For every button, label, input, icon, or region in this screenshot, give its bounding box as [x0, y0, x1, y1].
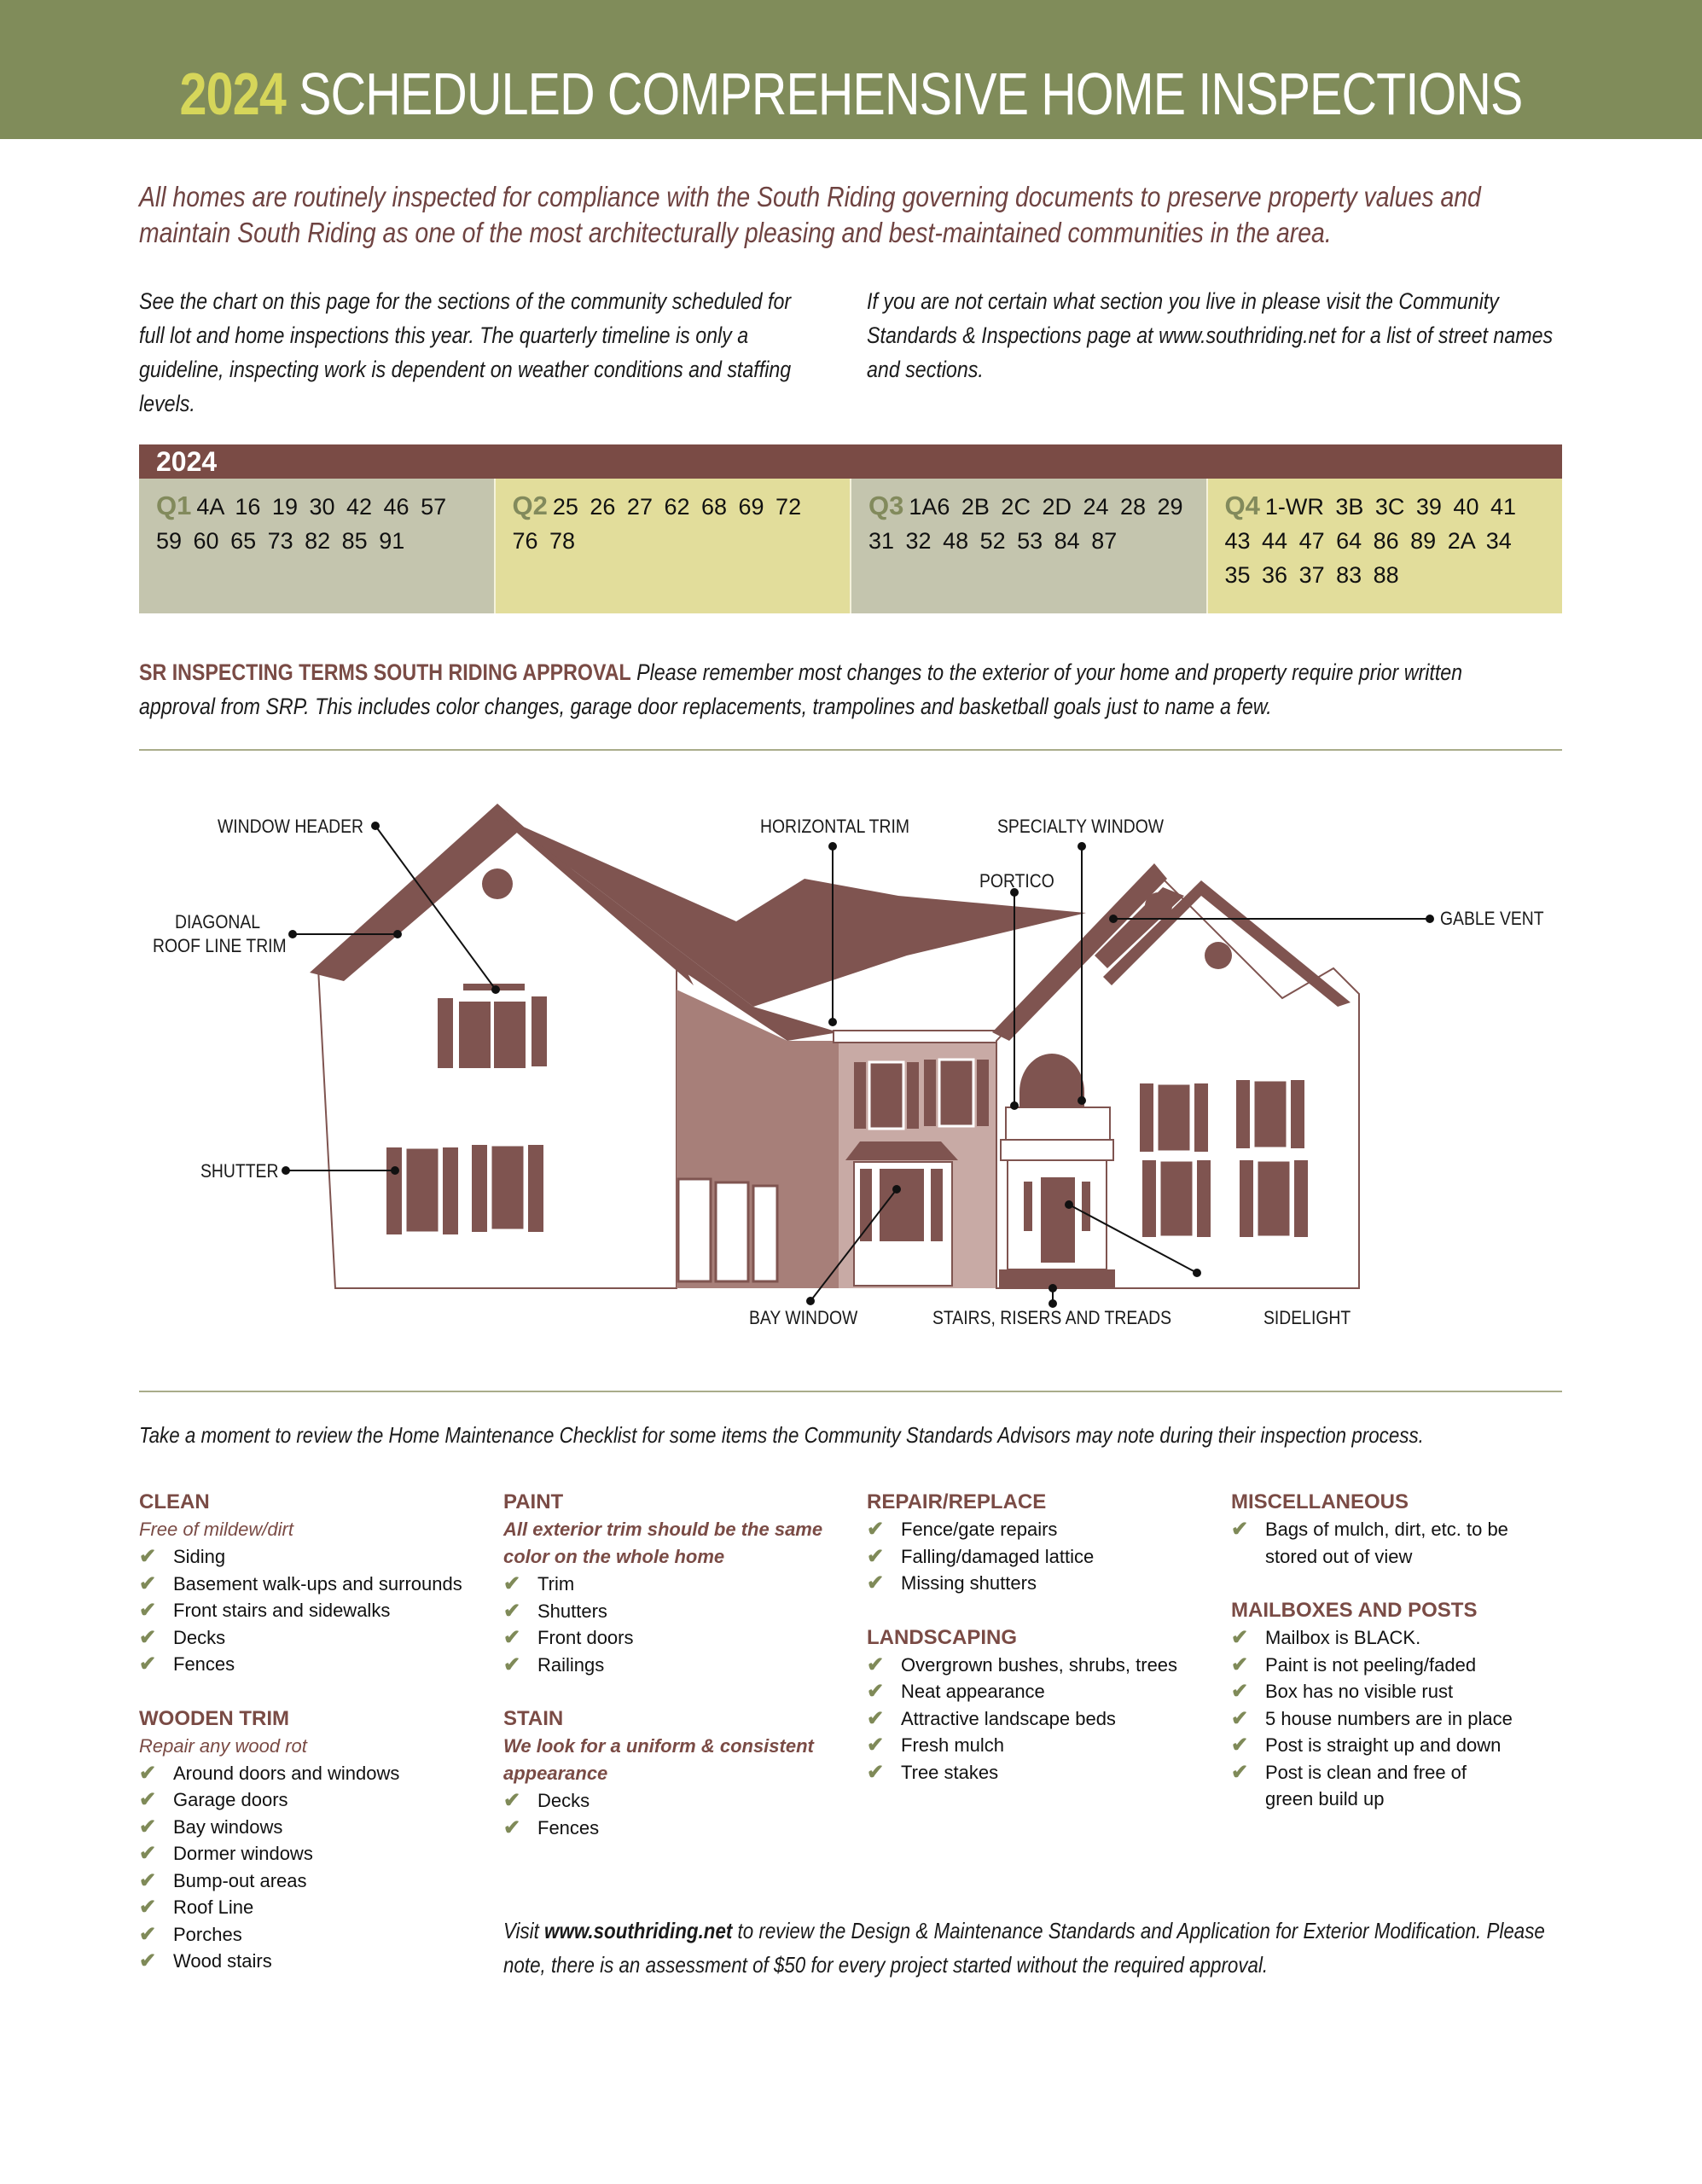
check-icon: ✔ [1231, 1706, 1249, 1730]
list-item: ✔ Decks [139, 1624, 489, 1652]
check-icon: ✔ [503, 1789, 521, 1812]
list-item: ✔ Fence/gate repairs [867, 1516, 1217, 1543]
checklist-intro: Take a moment to review the Home Maintenance Checklist for some items the Community Standards Advisors may note during their inspection process. [139, 1422, 1424, 1448]
section-stain-title: STAIN [503, 1707, 564, 1730]
check-icon: ✔ [503, 1599, 521, 1623]
quarter-q3 [850, 479, 1206, 613]
section-wooden-trim-subtitle: Repair any wood rot [139, 1734, 307, 1757]
website-link[interactable]: www.southriding.net [544, 1918, 733, 1943]
list-item: ✔ Bump-out areas [139, 1867, 489, 1895]
list-item: ✔ Paint is not peeling/faded [1231, 1652, 1513, 1679]
list-item: ✔ Fresh mulch [867, 1732, 1217, 1759]
check-icon: ✔ [139, 1625, 157, 1649]
check-icon: ✔ [139, 1896, 157, 1919]
list-item: ✔ Basement walk-ups and surrounds [139, 1571, 489, 1598]
check-icon: ✔ [1231, 1626, 1249, 1649]
check-icon: ✔ [1231, 1760, 1249, 1784]
label-bay-window: BAY WINDOW [749, 1307, 858, 1328]
list-item: ✔ Bags of mulch, dirt, etc. to be stored out of view [1231, 1518, 1508, 1567]
quarter-label: Q4 [1224, 491, 1260, 520]
intro-right: If you are not certain what section you live in please visit the Community Standards & Inspections page at www.southriding.net for a list of street names and sections. [867, 288, 1554, 382]
title-text: SCHEDULED COMPREHENSIVE HOME INSPECTIONS [299, 61, 1523, 127]
list-item: ✔ Neat appearance [867, 1678, 1217, 1705]
list-item: ✔ Decks [503, 1787, 845, 1815]
section-misc-title: MISCELLANEOUS [1231, 1490, 1409, 1513]
section-paint-subtitle: All exterior trim should be the same color on the whole home [503, 1519, 823, 1567]
list-item: ✔ Attractive landscape beds [867, 1705, 1217, 1733]
misc-list [1231, 1516, 1513, 1570]
quarter-label: Q2 [512, 491, 548, 520]
list-item: ✔ Wood stairs [139, 1948, 489, 1975]
list-item: ✔ Fences [139, 1651, 489, 1678]
list-item: ✔ Siding [139, 1543, 489, 1571]
list-item: ✔ Bay windows [139, 1814, 489, 1841]
label-shutter: SHUTTER [200, 1160, 279, 1182]
quarter-q2 [494, 479, 851, 613]
terms-body: Please remember most changes to the exterior of your home and property require prior written approval from SRP. This includes color changes, garage door replacements, trampolines and basketball goals just to name a few. [139, 659, 1463, 719]
checklist-column-1 [139, 1489, 489, 1975]
check-icon: ✔ [1231, 1518, 1249, 1541]
label-sidelight: SIDELIGHT [1263, 1307, 1351, 1328]
check-icon: ✔ [867, 1760, 885, 1784]
quarter-q1 [139, 479, 494, 613]
list-item: ✔ Garage doors [139, 1786, 489, 1814]
check-icon: ✔ [139, 1571, 157, 1595]
list-item: ✔ Overgrown bushes, shrubs, trees [867, 1652, 1217, 1679]
section-repair-title: REPAIR/REPLACE [867, 1490, 1047, 1513]
list-item: ✔ Porches [139, 1921, 489, 1949]
check-icon: ✔ [503, 1815, 521, 1839]
section-landscaping-title: LANDSCAPING [867, 1625, 1018, 1649]
check-icon: ✔ [139, 1653, 157, 1676]
check-icon: ✔ [139, 1788, 157, 1811]
check-icon: ✔ [139, 1815, 157, 1838]
clean-list [139, 1543, 489, 1678]
label-stairs: STAIRS, RISERS AND TREADS [932, 1307, 1172, 1328]
section-paint-title: PAINT [503, 1490, 564, 1513]
list-item: ✔ Mailbox is BLACK. [1231, 1624, 1513, 1652]
title-banner [0, 0, 1702, 139]
approval-terms [139, 655, 1533, 723]
check-icon: ✔ [139, 1761, 157, 1785]
list-item: ✔ Front stairs and sidewalks [139, 1597, 489, 1624]
quarter-label: Q3 [868, 491, 904, 520]
terms-heading: SR INSPECTING TERMS SOUTH RIDING APPROVAL [139, 659, 631, 685]
list-item: ✔ Post is straight up and down [1231, 1732, 1513, 1759]
schedule-table [139, 444, 1562, 613]
quarter-sections: 1A6 2B 2C 2D 24 28 29 31 32 48 52 53 84 87 [868, 494, 1183, 554]
divider [139, 749, 1562, 751]
label-roof-line-trim: ROOF LINE TRIM [153, 935, 287, 956]
list-item: ✔ Trim [503, 1571, 845, 1598]
house-diagram [139, 785, 1562, 1331]
section-mailboxes-title: MAILBOXES AND POSTS [1231, 1599, 1478, 1622]
check-icon: ✔ [503, 1653, 521, 1676]
list-item: ✔ Around doors and windows [139, 1760, 489, 1787]
check-icon: ✔ [867, 1544, 885, 1568]
check-icon: ✔ [867, 1706, 885, 1730]
quarter-sections: 1-WR 3B 3C 39 40 41 43 44 47 64 86 89 2A 34 35 36 37 83 88 [1224, 494, 1516, 588]
quarter-sections: 25 26 27 62 68 69 72 76 78 [512, 494, 802, 554]
check-icon: ✔ [1231, 1680, 1249, 1703]
check-icon: ✔ [139, 1922, 157, 1946]
check-icon: ✔ [503, 1626, 521, 1649]
section-wooden-trim-title: WOODEN TRIM [139, 1706, 289, 1730]
check-icon: ✔ [867, 1653, 885, 1676]
check-icon: ✔ [867, 1734, 885, 1757]
quarter-q4 [1206, 479, 1563, 613]
stain-list [503, 1787, 845, 1841]
list-item: ✔ Railings [503, 1652, 845, 1679]
section-clean-title: CLEAN [139, 1490, 210, 1513]
list-item: ✔ Falling/damaged lattice [867, 1543, 1217, 1571]
list-item: ✔ Dormer windows [139, 1840, 489, 1867]
section-clean-subtitle: Free of mildew/dirt [139, 1519, 293, 1540]
checklist-column-2 [503, 1489, 845, 1841]
schedule-year: 2024 [139, 444, 1562, 479]
check-icon: ✔ [139, 1949, 157, 1972]
title-year: 2024 [179, 61, 286, 127]
list-item: ✔ 5 house numbers are in place [1231, 1705, 1513, 1733]
label-window-header: WINDOW HEADER [218, 816, 364, 837]
list-item: ✔ Missing shutters [867, 1570, 1217, 1597]
quarter-sections: 4A 16 19 30 42 46 57 59 60 65 73 82 85 91 [156, 494, 447, 554]
repair-list [867, 1516, 1217, 1597]
label-specialty-window: SPECIALTY WINDOW [997, 816, 1165, 837]
wooden-trim-list [139, 1760, 489, 1975]
label-horizontal-trim: HORIZONTAL TRIM [760, 816, 909, 837]
check-icon: ✔ [867, 1571, 885, 1594]
label-gable-vent: GABLE VENT [1440, 908, 1544, 929]
list-item: ✔ Post is clean and free of green build up [1231, 1760, 1467, 1809]
check-icon: ✔ [1231, 1653, 1249, 1676]
schedule-row [139, 479, 1562, 613]
check-icon: ✔ [867, 1518, 885, 1541]
divider [139, 1391, 1562, 1392]
check-icon: ✔ [139, 1545, 157, 1568]
label-diagonal: DIAGONAL [175, 911, 261, 932]
list-item: ✔ Tree stakes [867, 1759, 1217, 1786]
list-item: ✔ Roof Line [139, 1894, 489, 1921]
check-icon: ✔ [867, 1680, 885, 1703]
section-stain-subtitle: We look for a uniform & consistent appearance [503, 1735, 814, 1784]
list-item: ✔ Box has no visible rust [1231, 1678, 1513, 1705]
list-item: ✔ Shutters [503, 1598, 845, 1625]
mailboxes-list [1231, 1624, 1513, 1813]
check-icon: ✔ [139, 1842, 157, 1865]
landscaping-list [867, 1652, 1217, 1786]
checklist-column-3 [867, 1489, 1217, 1786]
label-portico: PORTICO [979, 870, 1054, 892]
list-item: ✔ Fences [503, 1815, 845, 1842]
visit-note: Visit www.southriding.net to review the Design & Maintenance Standards and Application for Exterior Modification. Please note, there is an assessment of $50 for every project started without the required approval. [503, 1918, 1545, 1978]
check-icon: ✔ [503, 1572, 521, 1595]
check-icon: ✔ [1231, 1734, 1249, 1757]
lead-paragraph: All homes are routinely inspected for compliance with the South Riding governing documents to preserve property values and maintain South Riding as one of the most architecturally pleasing and best-maintained communities in the area. [139, 181, 1481, 248]
page-title [154, 60, 1549, 128]
check-icon: ✔ [139, 1868, 157, 1892]
intro-left: See the chart on this page for the sections of the community scheduled for full lot and home inspections this year. The quarterly timeline is only a guideline, inspecting work is dependent on weather conditions and staffing levels. [139, 288, 792, 416]
checklist-column-4 [1231, 1489, 1513, 1813]
quarter-label: Q1 [156, 491, 192, 520]
house-illustration [139, 785, 1562, 1331]
check-icon: ✔ [139, 1599, 157, 1622]
list-item: ✔ Front doors [503, 1624, 845, 1652]
paint-list [503, 1571, 845, 1678]
